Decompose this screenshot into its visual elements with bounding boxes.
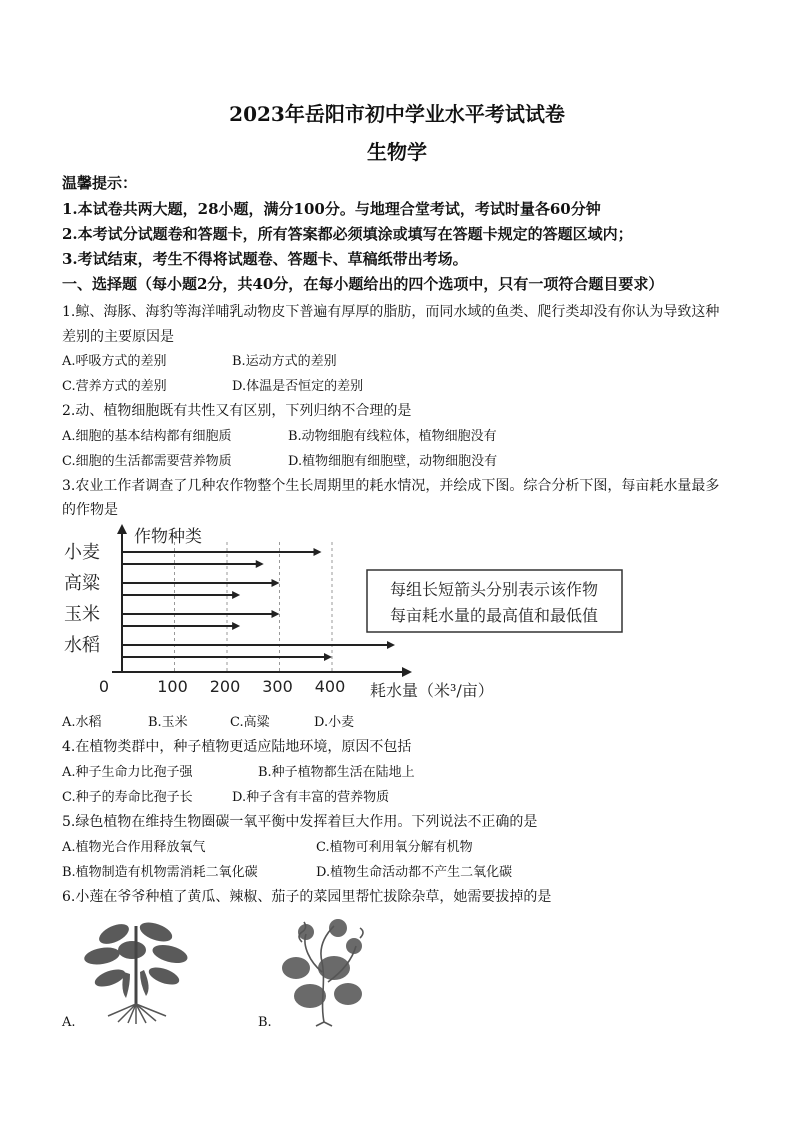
tip-item: 1.本试卷共两大题，28小题，满分100分。与地理合堂考试，考试时量各60分钟 bbox=[62, 200, 601, 218]
pepper-plant-image bbox=[74, 912, 204, 1024]
question-stem: 3.农业工作者调查了几种农作物整个生长周期里的耗水情况，并绘成下图。综合分析下图，每亩耗水量最多 bbox=[62, 478, 720, 494]
option-d: D.体温是否恒定的差别 bbox=[232, 379, 364, 394]
option-d: D.小麦 bbox=[314, 715, 355, 730]
option-d: D.种子含有丰富的营养物质 bbox=[232, 790, 390, 805]
image-label-b: B. bbox=[258, 1015, 272, 1030]
x-tick-label: 0 bbox=[98, 677, 110, 696]
option-a: A.种子生命力比孢子强 bbox=[62, 765, 193, 780]
category-label: 水稻 bbox=[64, 635, 100, 656]
option-d: D.植物生命活动都不产生二氧化碳 bbox=[316, 865, 513, 880]
option-a: A.呼吸方式的差别 bbox=[62, 354, 167, 369]
x-tick-label: 300 bbox=[262, 677, 293, 696]
option-b: B.动物细胞有线粒体，植物细胞没有 bbox=[288, 429, 497, 444]
tips-heading: 温馨提示： bbox=[62, 174, 138, 192]
x-tick-label: 100 bbox=[157, 677, 188, 696]
question-stem: 差别的主要原因是 bbox=[62, 329, 174, 345]
option-b: B.植物制造有机物需消耗二氧化碳 bbox=[62, 865, 258, 880]
question-stem: 的作物是 bbox=[62, 502, 118, 518]
legend-note-line-2: 每亩耗水量的最高值和最低值 bbox=[389, 606, 599, 625]
x-tick-label: 400 bbox=[314, 677, 346, 696]
option-c: C.植物可利用氧分解有机物 bbox=[316, 840, 473, 855]
weed-vine-plant-image bbox=[276, 912, 376, 1027]
option-b: B.运动方式的差别 bbox=[232, 354, 337, 369]
option-b: B.种子植物都生活在陆地上 bbox=[258, 765, 415, 780]
image-label-a: A. bbox=[62, 1015, 76, 1030]
x-axis-label: 耗水量（米³/亩） bbox=[370, 681, 494, 700]
option-c: C.细胞的生活都需要营养物质 bbox=[62, 454, 232, 469]
x-tick-label: 200 bbox=[209, 677, 241, 696]
question-stem: 5.绿色植物在维持生物圈碳一氧平衡中发挥着巨大作用。下列说法不正确的是 bbox=[62, 814, 538, 830]
question-stem: 6.小莲在爷爷种植了黄瓜、辣椒、茄子的菜园里帮忙拔除杂草，她需要拔掉的是 bbox=[62, 889, 552, 905]
option-a: A.水稻 bbox=[62, 715, 102, 730]
option-c: C.高粱 bbox=[230, 715, 270, 730]
section-heading: 一、选择题（每小题2分，共40分，在每小题给出的四个选项中，只有一项符合题目要求） bbox=[62, 275, 664, 293]
option-c: C.种子的寿命比孢子长 bbox=[62, 790, 193, 805]
y-axis-label: 作物种类 bbox=[134, 527, 202, 547]
water-consumption-chart bbox=[62, 522, 642, 702]
option-c: C.营养方式的差别 bbox=[62, 379, 167, 394]
question-stem: 4.在植物类群中，种子植物更适应陆地环境，原因不包括 bbox=[62, 739, 412, 755]
category-label: 小麦 bbox=[64, 542, 100, 563]
exam-title: 2023年岳阳市初中学业水平考试试卷 bbox=[229, 102, 565, 126]
tip-item: 2.本考试分试题卷和答题卡，所有答案都必须填涂或填写在答题卡规定的答题区域内； bbox=[62, 225, 633, 243]
option-a: A.植物光合作用释放氧气 bbox=[62, 840, 206, 855]
option-a: A.细胞的基本结构都有细胞质 bbox=[62, 429, 232, 444]
legend-note-line-1: 每组长短箭头分别表示该作物 bbox=[389, 580, 599, 599]
tip-item: 3.考试结束，考生不得将试题卷、答题卡、草稿纸带出考场。 bbox=[62, 250, 468, 268]
question-stem: 2.动、植物细胞既有共性又有区别，下列归纳不合理的是 bbox=[62, 403, 412, 419]
category-label: 高粱 bbox=[64, 573, 100, 594]
question-stem: 1.鲸、海豚、海豹等海洋哺乳动物皮下普遍有厚厚的脂肪，而同水域的鱼类、爬行类却没有你认为导致这种 bbox=[62, 304, 720, 320]
option-b: B.玉米 bbox=[148, 715, 188, 730]
subject-title: 生物学 bbox=[367, 140, 427, 164]
option-d: D.植物细胞有细胞壁，动物细胞没有 bbox=[288, 454, 498, 469]
category-label: 玉米 bbox=[64, 604, 100, 625]
